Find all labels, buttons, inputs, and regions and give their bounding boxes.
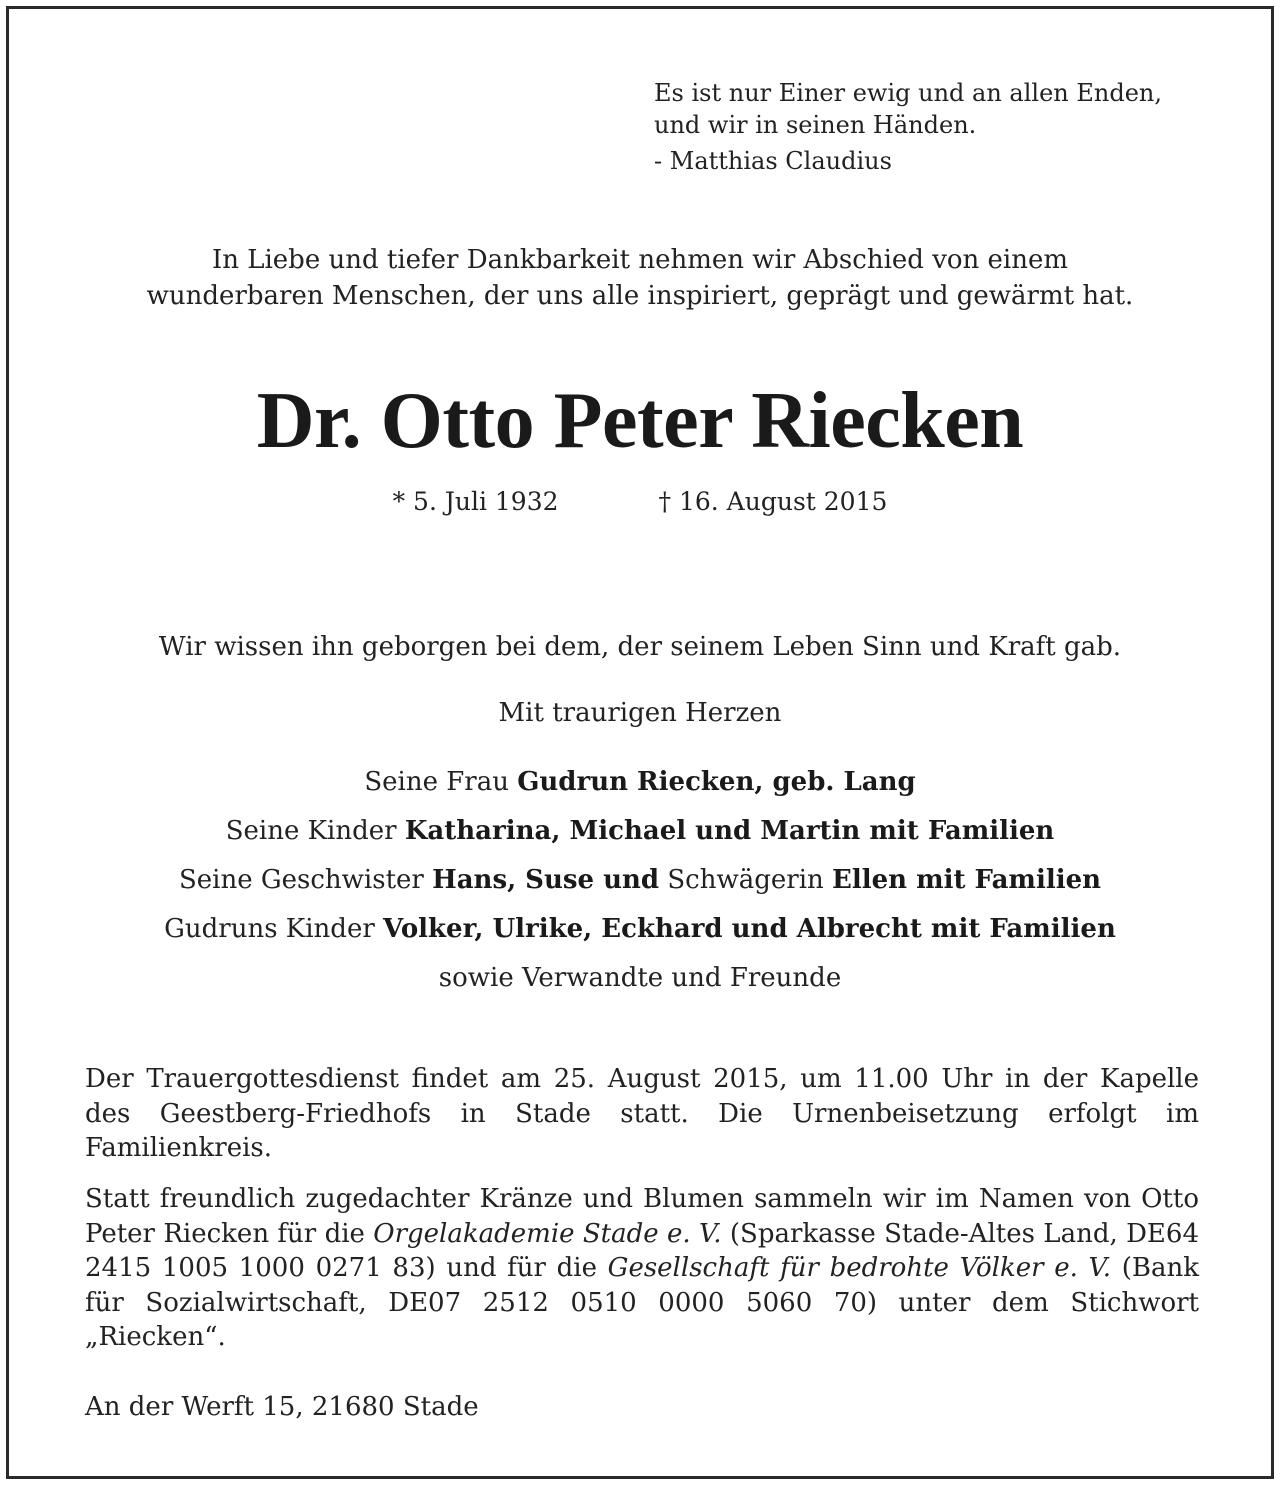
siblings-names: Hans, Suse und: [432, 865, 660, 895]
birth-date: * 5. Juli 1932: [392, 487, 559, 516]
donation-text-2: (Sparkasse Stade-Altes Land, DE64 2415 1005 1000 0271 83) und für die: [85, 1218, 1199, 1283]
family-row-siblings: [9, 862, 1271, 911]
stepchildren-names: Volker, Ulrike, Eckhard und Albrecht mit Familien: [383, 914, 1116, 944]
donation-paragraph: [85, 1182, 1199, 1355]
sister-in-law-label: Schwägerin: [659, 865, 833, 895]
sister-in-law-name: Ellen mit Familien: [832, 865, 1102, 895]
obituary-notice: [6, 6, 1274, 1479]
address: An der Werft 15, 21680 Stade: [85, 1392, 479, 1422]
family-row-children: [9, 813, 1271, 862]
intro-text: [9, 242, 1271, 314]
intro-line-2: wunderbaren Menschen, der uns alle inspiriert, geprägt und gewärmt hat.: [146, 281, 1134, 311]
children-label: Seine Kinder: [225, 816, 405, 846]
family-list: [9, 764, 1271, 1009]
quote-line-2: und wir in seinen Händen.: [654, 111, 977, 139]
death-date: † 16. August 2015: [658, 487, 888, 516]
quote-line-1: Es ist nur Einer ewig und an allen Enden,: [654, 79, 1162, 107]
wife-name: Gudrun Riecken, geb. Lang: [517, 767, 916, 797]
siblings-label: Seine Geschwister: [178, 865, 433, 895]
family-row-wife: [9, 764, 1271, 813]
quote-author: - Matthias Claudius: [654, 147, 892, 175]
faith-sentence: Wir wissen ihn geborgen bei dem, der seinem Leben Sinn und Kraft gab.: [158, 632, 1122, 662]
donation-org-1: Orgelakademie Stade e. V.: [373, 1218, 722, 1249]
family-row-others: sowie Verwandte und Freunde: [438, 963, 842, 993]
service-paragraph: Der Trauergottesdienst findet am 25. August 2015, um 11.00 Uhr in der Kapelle des Geestberg-Friedhofs in Stade statt. Die Urnenbeisetzung erfolgt im Familienkreis.: [85, 1064, 1199, 1163]
donation-text-1: Statt freundlich zugedachter Kränze und Blumen sammeln wir im Namen von Otto Peter Riecken für die: [85, 1184, 1199, 1249]
wife-label: Seine Frau: [364, 767, 518, 797]
donation-text-3: (Bank für Sozialwirtschaft, DE07 2512 0510 0000 5060 70) unter dem Stichwort „Riecken“.: [85, 1253, 1199, 1352]
epigraph-quote: [654, 77, 1162, 177]
mourners-intro: Mit traurigen Herzen: [498, 698, 782, 728]
stepchildren-label: Gudruns Kinder: [164, 914, 384, 944]
children-names: Katharina, Michael und Martin mit Familien: [404, 816, 1055, 846]
family-row-stepchildren: [9, 911, 1271, 960]
intro-line-1: In Liebe und tiefer Dankbarkeit nehmen wir Abschied von einem: [211, 245, 1069, 275]
deceased-name: Dr. Otto Peter Riecken: [256, 377, 1024, 465]
donation-org-2: Gesellschaft für bedrohte Völker e. V.: [607, 1253, 1112, 1283]
life-dates: [9, 485, 1271, 519]
